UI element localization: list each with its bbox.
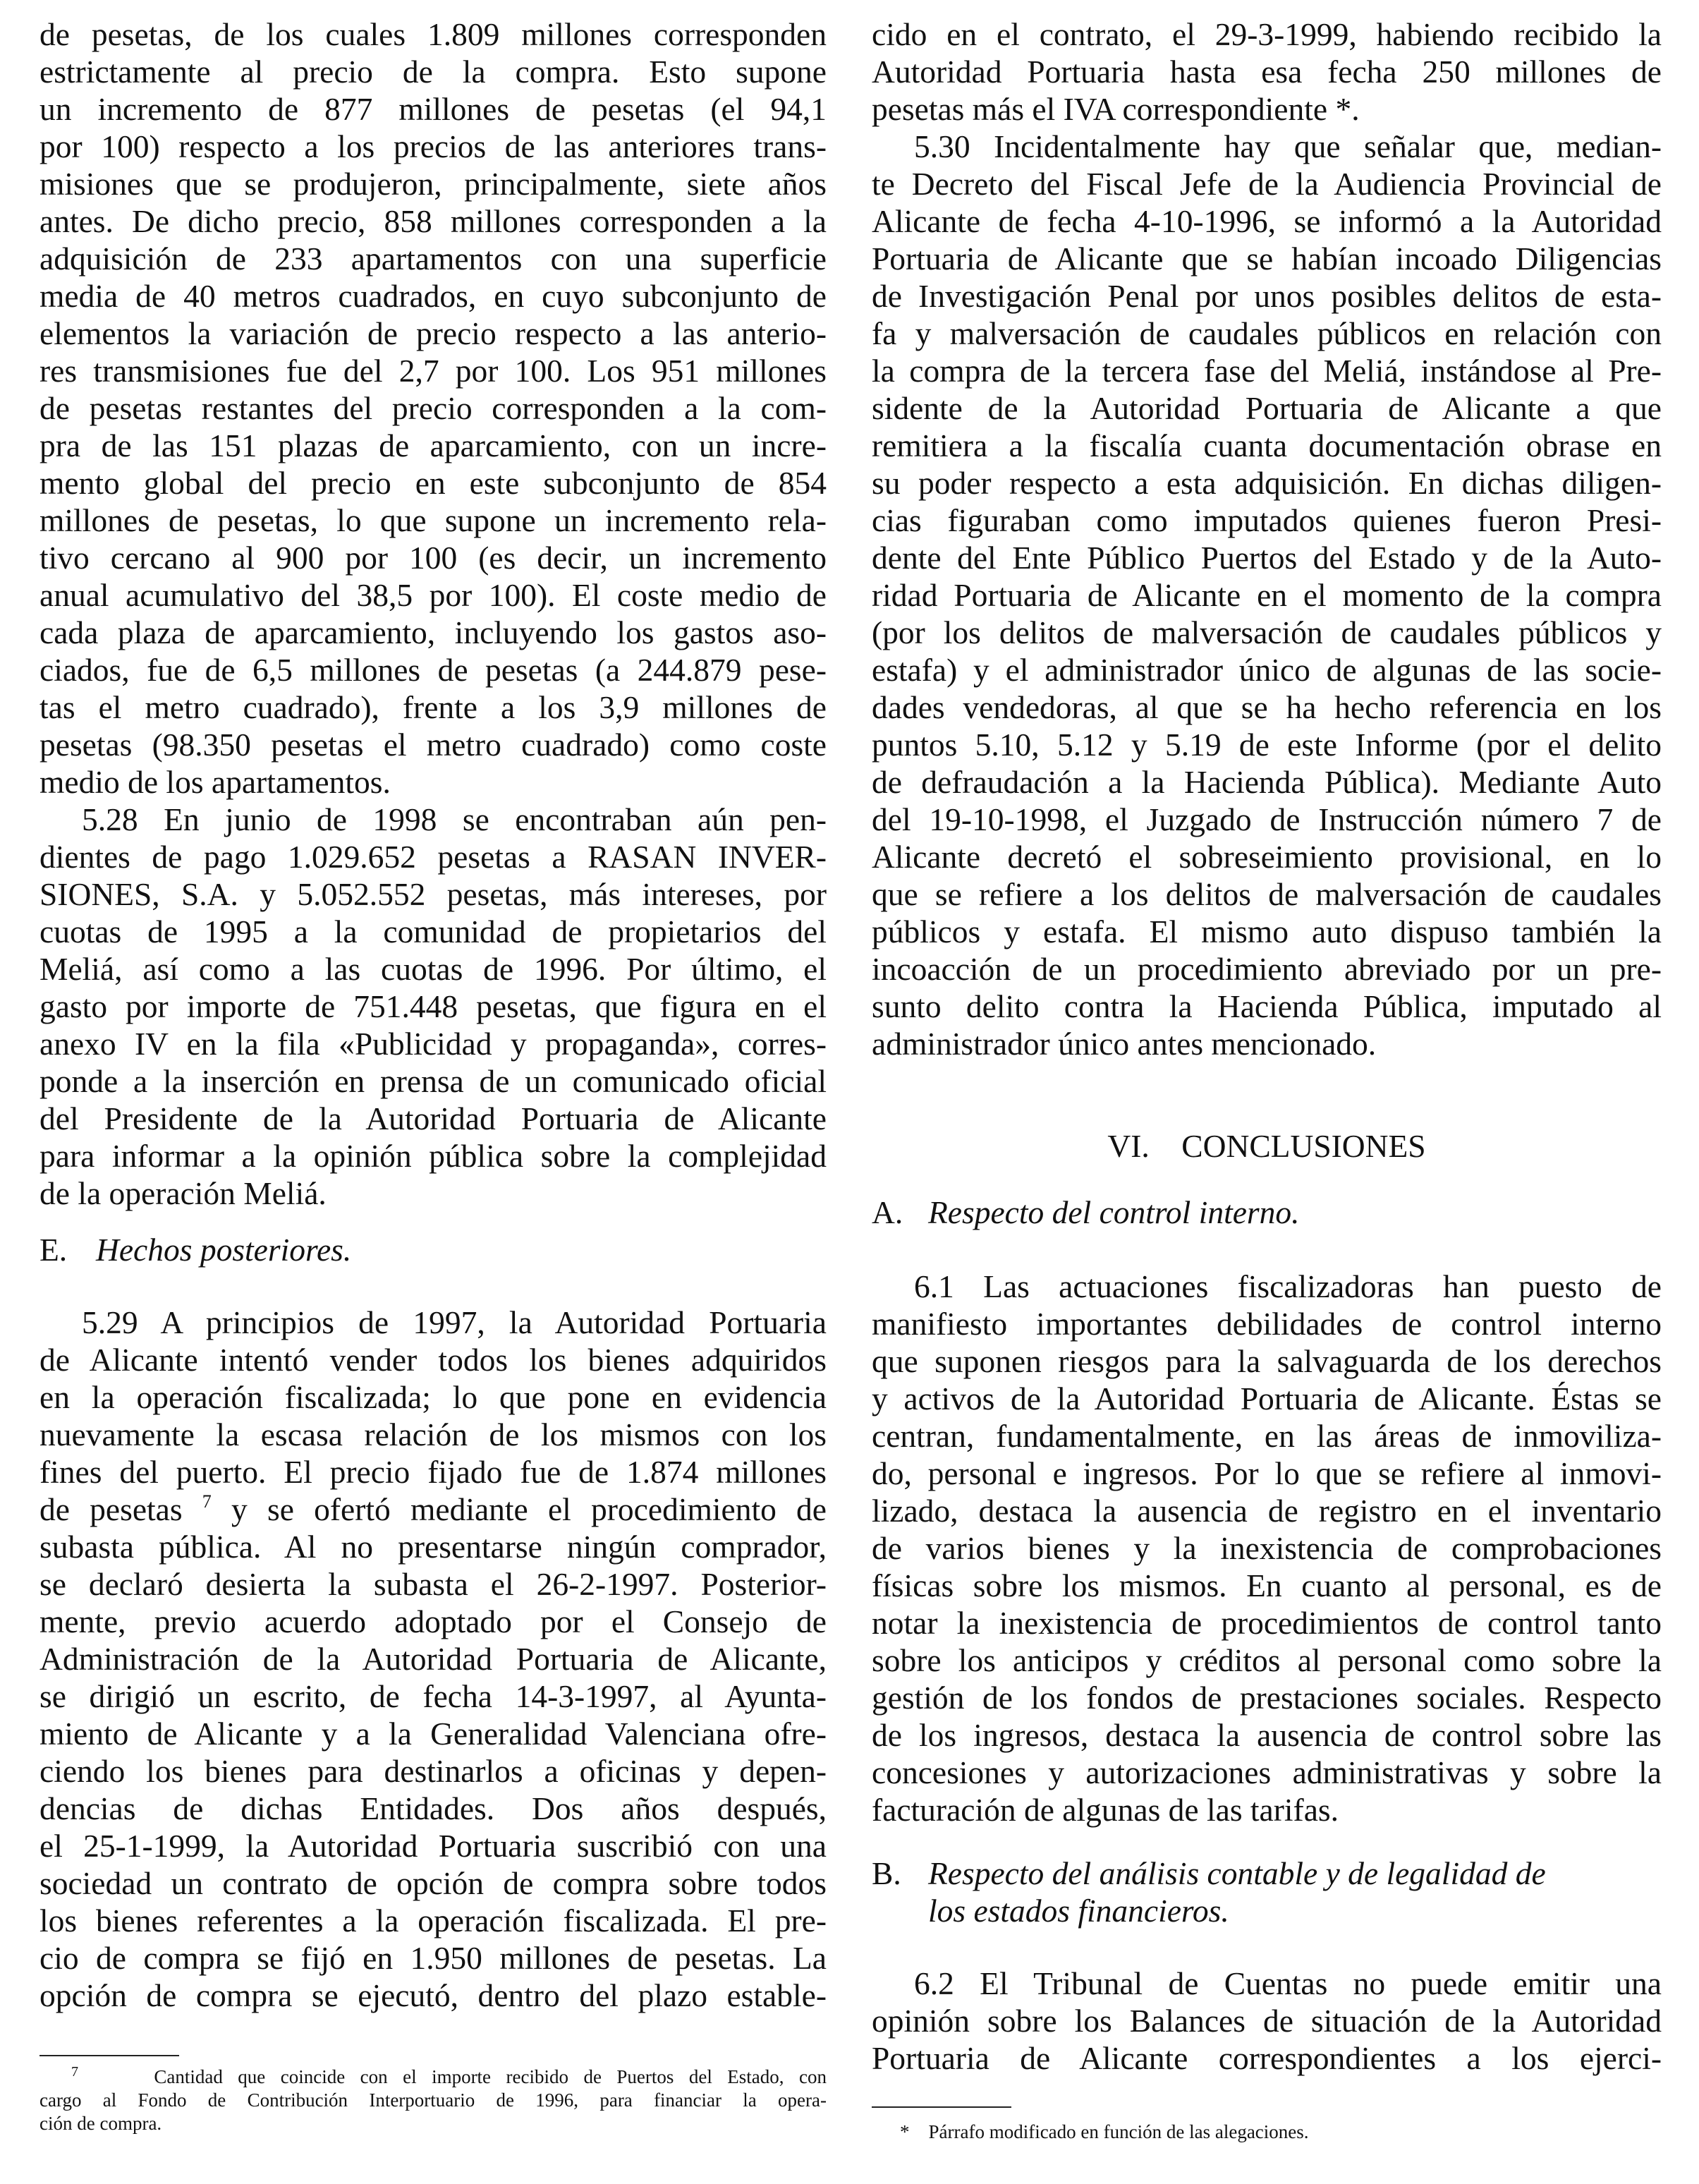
text-line: elementos la variación de precio respecto a las anterio-	[39, 315, 827, 351]
section-heading-e	[39, 1231, 827, 1269]
text-line: gasto por importe de 751.448 pesetas, que figura en el	[39, 988, 827, 1024]
text-line: dente del Ente Público Puertos del Estado y de la Auto-	[872, 540, 1662, 576]
text-line: ridad Portuaria de Alicante en el momento de la compra	[872, 577, 1662, 613]
text-line: 5.30 Incidentalmente hay que señalar que, median-	[914, 128, 1662, 164]
text-line: res transmisiones fue del 2,7 por 100. Los 951 millones	[39, 353, 827, 389]
footnote-text: Párrafo modificado en función de las alegaciones.	[928, 2121, 1309, 2142]
text-line: fines del puerto. El precio fijado fue de 1.874 millones	[39, 1454, 827, 1490]
text-line: subasta pública. Al no presentarse ningún comprador,	[39, 1529, 827, 1565]
text-line: ciendo los bienes para destinarlos a oficinas y depen-	[39, 1753, 827, 1789]
text-line: 5.29 A principios de 1997, la Autoridad Portuaria	[82, 1304, 827, 1340]
text-line: gestión de los fondos de prestaciones sociales. Respecto	[872, 1680, 1662, 1716]
text-line: su poder respecto a esta adquisición. En dichas diligen-	[872, 465, 1662, 501]
footnote-marker: 7	[71, 2064, 78, 2080]
section-letter: B.	[872, 1855, 901, 1891]
text-line: ponde a la inserción en prensa de un comunicado oficial	[39, 1063, 827, 1099]
text-line: Alicante decretó el sobreseimiento provisional, en lo	[872, 839, 1662, 875]
text-line: antes. De dicho precio, 858 millones corresponden a la	[39, 203, 827, 239]
text-line: pesetas más el IVA correspondiente *.	[872, 91, 1360, 127]
section-letter: E.	[39, 1232, 68, 1268]
text-line: do, personal e ingresos. Por lo que se refiere al inmovi-	[872, 1455, 1662, 1491]
text-line: de los ingresos, destaca la ausencia de control sobre las	[872, 1717, 1662, 1753]
section-title: Hechos posteriores.	[96, 1232, 352, 1268]
text-line: cias figuraban como imputados quienes fueron Presi-	[872, 502, 1662, 538]
footnote-text: Cantidad que coincide con el importe recibido de Puertos del Estado, con	[154, 2066, 827, 2087]
section-heading-a	[872, 1194, 1662, 1232]
section-heading-vi: VI. CONCLUSIONES	[1107, 1128, 1426, 1164]
heading-line	[872, 1892, 1662, 1930]
text-line: administrador único antes mencionado.	[872, 1026, 1377, 1062]
text-line: adquisición de 233 apartamentos con una superficie	[39, 241, 827, 277]
left-column	[39, 0, 827, 2184]
text-line: 5.28 En junio de 1998 se encontraban aún pen-	[82, 801, 827, 837]
text-line: miento de Alicante y a la Generalidad Valenciana ofre-	[39, 1716, 827, 1752]
text-line: cuotas de 1995 a la comunidad de propietarios del	[39, 914, 827, 950]
text-line: lizado, destaca la ausencia de registro en el inventario	[872, 1493, 1662, 1529]
text-line: Portuaria de Alicante que se habían incoado Diligencias	[872, 241, 1662, 277]
text-line: nuevamente la escasa relación de los mismos con los	[39, 1416, 827, 1452]
text-line: anual acumulativo del 38,5 por 100). El coste medio de	[39, 577, 827, 613]
text-line: cido en el contrato, el 29-3-1999, habiendo recibido la	[872, 16, 1662, 52]
text-line: de pesetas, de los cuales 1.809 millones corresponden	[39, 16, 827, 52]
footnote-marker: *	[900, 2121, 910, 2142]
text-line: en la operación fiscalizada; lo que pone en evidencia	[39, 1379, 827, 1415]
text-line: misiones que se produjeron, principalmente, siete años	[39, 166, 827, 202]
text-line: Alicante de fecha 4-10-1996, se informó a la Autoridad	[872, 203, 1662, 239]
text-line: de defraudación a la Hacienda Pública). Mediante Auto	[872, 764, 1662, 800]
section-title-continuation: los estados financieros.	[928, 1893, 1229, 1929]
text-line: y activos de la Autoridad Portuaria de Alicante. Éstas se	[872, 1381, 1662, 1416]
text-line: centran, fundamentalmente, en las áreas de inmoviliza-	[872, 1418, 1662, 1454]
text-line: de varios bienes y la inexistencia de comprobaciones	[872, 1530, 1662, 1566]
text-line: estrictamente al precio de la compra. Esto supone	[39, 54, 827, 90]
text-line: públicos y estafa. El mismo auto dispuso también la	[872, 914, 1662, 950]
text-line: que se refiere a los delitos de malversación de caudales	[872, 876, 1662, 912]
footnote-reference: 7	[202, 1491, 212, 1512]
text-line: anexo IV en la fila «Publicidad y propaganda», corres-	[39, 1026, 827, 1062]
section-title: Respecto del control interno.	[928, 1194, 1300, 1230]
text-line: los bienes referentes a la operación fiscalizada. El pre-	[39, 1903, 827, 1939]
footnote-divider	[39, 2055, 179, 2056]
text-line: opinión sobre los Balances de situación de la Autoridad	[872, 2003, 1662, 2039]
footnote-divider	[872, 2106, 1011, 2108]
text-line: ciados, fue de 6,5 millones de pesetas (a 244.879 pese-	[39, 652, 827, 688]
text-line: puntos 5.10, 5.12 y 5.19 de este Informe (por el delito	[872, 727, 1662, 763]
text-line: medio de los apartamentos.	[39, 764, 391, 800]
text-line: pra de las 151 plazas de aparcamiento, con un incre-	[39, 427, 827, 463]
text-line: cada plaza de aparcamiento, incluyendo los gastos aso-	[39, 614, 827, 650]
text-line: del 19-10-1998, el Juzgado de Instrucción número 7 de	[872, 801, 1662, 837]
footnote-line: ción de compra.	[39, 2113, 162, 2134]
text-line: dades vendedoras, al que se ha hecho referencia en los	[872, 689, 1662, 725]
text-line: estafa) y el administrador único de algunas de las socie-	[872, 652, 1662, 688]
text-line: sidente de la Autoridad Portuaria de Alicante a que	[872, 390, 1662, 426]
text-line: del Presidente de la Autoridad Portuaria de Alicante	[39, 1100, 827, 1136]
section-title: Respecto del análisis contable y de legalidad de	[928, 1855, 1546, 1891]
text-line: SIONES, S.A. y 5.052.552 pesetas, más intereses, por	[39, 876, 827, 912]
text-line: un incremento de 877 millones de pesetas (el 94,1	[39, 91, 827, 127]
text-line: (por los delitos de malversación de caudales públicos y	[872, 614, 1662, 650]
text-line: millones de pesetas, lo que supone un incremento rela-	[39, 502, 827, 538]
text-line	[39, 1491, 827, 1529]
text-line: Portuaria de Alicante correspondientes a los ejerci-	[872, 2040, 1662, 2076]
text-line: concesiones y autorizaciones administrativas y sobre la	[872, 1754, 1662, 1790]
text-line: Autoridad Portuaria hasta esa fecha 250 millones de	[872, 54, 1662, 90]
text-line: Meliá, así como a las cuotas de 1996. Por último, el	[39, 951, 827, 987]
text-line: fa y malversación de caudales públicos en relación con	[872, 315, 1662, 351]
footnote-asterisk	[872, 2121, 1662, 2143]
text-line: remitiera a la fiscalía cuanta documentación obrase en	[872, 427, 1662, 463]
text-line: el 25-1-1999, la Autoridad Portuaria suscribió con una	[39, 1828, 827, 1864]
text-line: de Alicante intentó vender todos los bienes adquiridos	[39, 1342, 827, 1378]
text-line: media de 40 metros cuadrados, en cuyo subconjunto de	[39, 278, 827, 314]
text-line: por 100) respecto a los precios de las anteriores trans-	[39, 128, 827, 164]
text-line: físicas sobre los mismos. En cuanto al personal, es de	[872, 1567, 1662, 1603]
text-fragment: y se ofertó mediante el procedimiento de	[211, 1491, 827, 1527]
heading-line	[872, 1855, 1662, 1893]
text-line: incoacción de un procedimiento abreviado por un pre-	[872, 951, 1662, 987]
text-line: de la operación Meliá.	[39, 1175, 327, 1211]
text-line: notar la inexistencia de procedimientos de control tanto	[872, 1605, 1662, 1641]
text-fragment: de pesetas	[39, 1491, 202, 1527]
text-line: dientes de pago 1.029.652 pesetas a RASAN INVER-	[39, 839, 827, 875]
section-letter: A.	[872, 1194, 903, 1230]
text-line: que suponen riesgos para la salvaguarda de los derechos	[872, 1343, 1662, 1379]
footnote-line: cargo al Fondo de Contribución Interportuario de 1996, para financiar la opera-	[39, 2089, 827, 2111]
text-line: se dirigió un escrito, de fecha 14-3-1997, al Ayunta-	[39, 1678, 827, 1714]
text-line: facturación de algunas de las tarifas.	[872, 1792, 1339, 1828]
text-line: sociedad un contrato de opción de compra sobre todos	[39, 1865, 827, 1901]
text-line: se declaró desierta la subasta el 26-2-1997. Posterior-	[39, 1566, 827, 1602]
text-line: la compra de la tercera fase del Meliá, instándose al Pre-	[872, 353, 1662, 389]
text-line: 6.2 El Tribunal de Cuentas no puede emitir una	[914, 1965, 1662, 2001]
text-line: te Decreto del Fiscal Jefe de la Audiencia Provincial de	[872, 166, 1662, 202]
text-line: tivo cercano al 900 por 100 (es decir, un incremento	[39, 540, 827, 576]
text-line: mente, previo acuerdo adoptado por el Consejo de	[39, 1603, 827, 1639]
text-line: de Investigación Penal por unos posibles delitos de esta-	[872, 278, 1662, 314]
text-line: sobre los anticipos y créditos al personal como sobre la	[872, 1642, 1662, 1678]
text-line: pesetas (98.350 pesetas el metro cuadrado) como coste	[39, 727, 827, 763]
text-line: manifiesto importantes debilidades de control interno	[872, 1306, 1662, 1342]
text-line: cio de compra se fijó en 1.950 millones de pesetas. La	[39, 1940, 827, 1976]
text-line: opción de compra se ejecutó, dentro del plazo estable-	[39, 1977, 827, 2013]
footnote-line	[39, 2065, 827, 2088]
text-line: mento global del precio en este subconjunto de 854	[39, 465, 827, 501]
text-line: tas el metro cuadrado), frente a los 3,9 millones de	[39, 689, 827, 725]
text-line: Administración de la Autoridad Portuaria de Alicante,	[39, 1641, 827, 1677]
text-line: 6.1 Las actuaciones fiscalizadoras han puesto de	[914, 1268, 1662, 1304]
text-line: para informar a la opinión pública sobre la complejidad	[39, 1138, 827, 1174]
text-line: sunto delito contra la Hacienda Pública, imputado al	[872, 988, 1662, 1024]
text-line: dencias de dichas Entidades. Dos años después,	[39, 1790, 827, 1826]
text-line: de pesetas restantes del precio corresponden a la com-	[39, 390, 827, 426]
right-column	[872, 0, 1662, 2184]
